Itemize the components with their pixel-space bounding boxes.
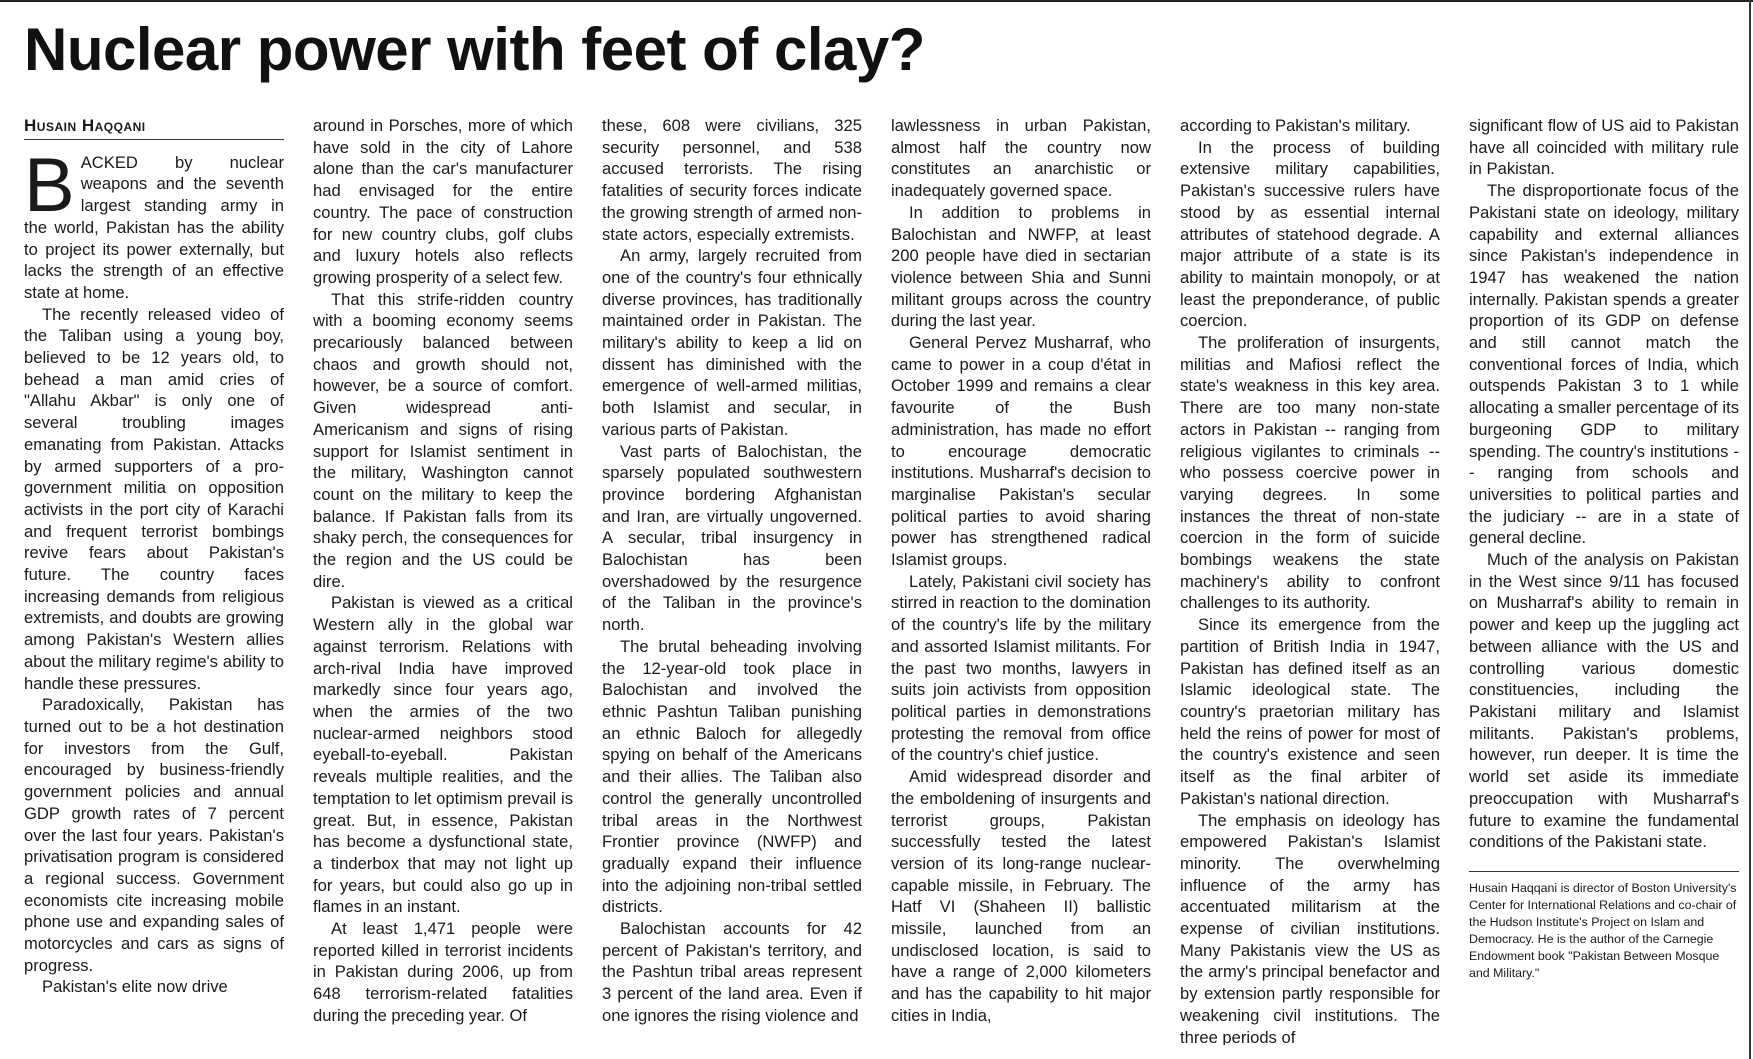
drop-cap: B [24, 142, 75, 228]
paragraph: The proliferation of insurgents, militias and Mafiosi reflect the state's weakness in this key area. There are too many non-state actors in Pakistan -- ranging from religious vigilantes to criminals -- who possess coercive power in varying degrees. In some instances the threat of non-state coercion in the form of suicide bombings weakens the state machinery's ability to confront challenges to its authority. [1180, 333, 1440, 613]
paragraph: Balochistan accounts for 42 percent of Pakistan's territory, and the Pashtun tribal areas represent 3 percent of the land area. Even if one ignores the rising violence and [602, 919, 862, 1025]
paragraph: An army, largely recruited from one of the country's four ethnically diverse provinces, has traditionally maintained order in Pakistan. The military's ability to keep a lid on dissent has diminished with the emergence of well-armed militias, both Islamist and secular, in various parts of Pakistan. [602, 246, 862, 439]
article-columns [24, 115, 1744, 1045]
column-1 [24, 115, 284, 1045]
column-5 [1180, 115, 1440, 1045]
paragraph: At least 1,471 people were reported killed in terrorist incidents in Pakistan during 2006, up from 648 terrorism-related fatalities during the preceding year. Of [313, 919, 573, 1025]
paragraph: In the process of building extensive military capabilities, Pakistan's successive rulers have stood by as essential internal attributes of statehood degrade. A major attribute of a state is its ability to maintain monopoly, or at least the preponderance, of public coercion. [1180, 137, 1440, 331]
paragraph: significant flow of US aid to Pakistan have all coincided with military rule in Pakistan. [1469, 116, 1739, 179]
column-4 [891, 115, 1151, 1045]
column-3 [602, 115, 862, 1045]
paragraph: The disproportionate focus of the Pakistani state on ideology, military capability and external alliances since Pakistan's independence in 1947 has weakened the nation internally. Pakistan spends a greater proportion of its GDP on defense and still cannot match the conventional forces of India, which outspends Pakistan 3 to 1 while allocating a smaller percentage of its burgeoning GDP to military spending. The country's institutions -- ranging from schools and universities to political parties and the judiciary -- are in a state of general decline. [1469, 181, 1739, 548]
paragraph: lawlessness in urban Pakistan, almost half the country now constitutes an anarchistic or inadequately governed space. [891, 116, 1151, 201]
top-rule [0, 0, 1753, 2]
paragraph: around in Porsches, more of which have sold in the city of Lahore alone than the car's manufacturer had envisaged for the entire country. The pace of construction for new country clubs, golf clubs and luxury hotels also reflects growing prosperity of a select few. [313, 116, 573, 287]
byline: Husain Haqqani [24, 115, 284, 140]
paragraph: The emphasis on ideology has empowered Pakistan's Islamist minority. The overwhelming influence of the army has accentuated militarism at the expense of civilian institutions. Many Pakistanis view the US as the army's principal benefactor and by extension partly responsible for weakening civil institutions. The three periods of [1180, 810, 1440, 1045]
headline: Nuclear power with feet of clay? [24, 16, 925, 83]
paragraph: Vast parts of Balochistan, the sparsely populated southwestern province bordering Afghanistan and Iran, are virtually ungoverned. A secular, tribal insurgency in Balochistan has been overshadowed by the resurgence of the Taliban in the province's north. [602, 441, 862, 635]
paragraph: The brutal beheading involving the 12-year-old took place in Balochistan and involved the ethnic Pashtun Taliban punishing an ethnic Baloch for allegedly spying on behalf of the Americans and their allies. The Taliban also control the generally uncontrolled tribal areas in the Northwest Frontier province (NWFP) and gradually expand their influence into the adjoining non-tribal settled districts. [602, 636, 862, 917]
column-2 [313, 115, 573, 1045]
paragraph: Since its emergence from the partition of British India in 1947, Pakistan has defined itself as an Islamic ideological state. The country's praetorian military has held the reins of power for most of the country's existence and seen itself as the final arbiter of Pakistan's national direction. [1180, 615, 1440, 808]
paragraph: Paradoxically, Pakistan has turned out to be a hot destination for investors from the Gulf, encouraged by business-friendly government policies and annual GDP growth rates of 7 percent over the last four years. Pakistan's privatisation program is considered a regional success. Government economists cite increasing mobile phone use and expanding sales of motorcycles and cars as signs of progress. [24, 695, 284, 975]
lead-paragraph-text: ACKED by nuclear weapons and the seventh largest standing army in the world, Pakistan has the ability to project its power externally, but lacks the strength of an effective state at home. [24, 152, 284, 302]
paragraph: these, 608 were civilians, 325 security personnel, and 538 accused terrorists. The rising fatalities of security forces indicate the growing strength of armed non-state actors, especially extremists. [602, 116, 862, 244]
paragraph: Much of the analysis on Pakistan in the West since 9/11 has focused on Musharraf's ability to remain in power and keep up the juggling act between alliance with the US and controlling various domestic constituencies, including the Pakistani military and Islamist militants. Pakistan's problems, however, run deeper. It is time the world set aside its immediate preoccupation with Musharraf's future to examine the fundamental conditions of the Pakistani state. [1469, 550, 1739, 852]
paragraph: Pakistan's elite now drive [42, 977, 228, 997]
lead-paragraph [24, 142, 284, 304]
paragraph: Pakistan is viewed as a critical Western ally in the global war against terrorism. Relations with arch-rival India have improved markedly since four years ago, when the armies of the two nuclear-armed neighbors stood eyeball-to-eyeball. Pakistan reveals multiple realities, and the temptation to let optimism prevail is great. But, in essence, Pakistan has become a dysfunctional state, a tinderbox that may not light up for years, but could also go up in flames in an instant. [313, 593, 573, 917]
paragraph: General Pervez Musharraf, who came to power in a coup d'état in October 1999 and remains a clear favourite of the Bush administration, has made no effort to encourage democratic institutions. Musharraf's decision to marginalise Pakistan's secular political parties to avoid sharing power has strengthened radical Islamist groups. [891, 333, 1151, 570]
paragraph: Amid widespread disorder and the emboldening of insurgents and terrorist groups, Pakistan successfully tested the latest version of its long-range nuclear-capable missile, in February. The Hatf VI (Shaheen II) ballistic missile, launched from an undisclosed location, is said to have a range of 2,000 kilometers and has the capability to hit major cities in India, [891, 767, 1151, 1025]
column-6 [1469, 115, 1739, 1045]
right-rule [1749, 0, 1751, 1059]
paragraph: The recently released video of the Taliban using a young boy, believed to be 12 years old, to behead a man amid cries of "Allahu Akbar" is only one of several troubling images emanating from Pakistan. Attacks by armed supporters of a pro-government militia on opposition activists in the port city of Karachi and frequent terrorist bombings revive fears about Pakistan's future. The country faces increasing demands from religious extremists, and doubts are growing among Pakistan's Western allies about the military regime's ability to handle these pressures. [24, 304, 284, 693]
author-bio: Husain Haqqani is director of Boston University's Center for International Relations and co-chair of the Hudson Institute's Project on Islam and Democracy. He is the author of the Carnegie Endowment book "Pakistan Between Mosque and Military." [1469, 871, 1739, 982]
paragraph: That this strife-ridden country with a booming economy seems precariously balanced between chaos and growth should not, however, be a source of comfort. Given widespread anti-Americanism and signs of rising support for Islamist sentiment in the military, Washington cannot count on the military to keep the balance. If Pakistan falls from its shaky perch, the consequences for the region and the US could be dire. [313, 289, 573, 591]
paragraph: according to Pakistan's military. [1180, 116, 1411, 135]
paragraph: In addition to problems in Balochistan and NWFP, at least 200 people have died in sectarian violence between Shia and Sunni militant groups across the country during the last year. [891, 202, 1151, 331]
paragraph: Lately, Pakistani civil society has stirred in reaction to the domination of the country's life by the military and assorted Islamist militants. For the past two months, lawyers in suits join activists from opposition political parties in demonstrations protesting the removal from office of the country's chief justice. [891, 571, 1151, 765]
